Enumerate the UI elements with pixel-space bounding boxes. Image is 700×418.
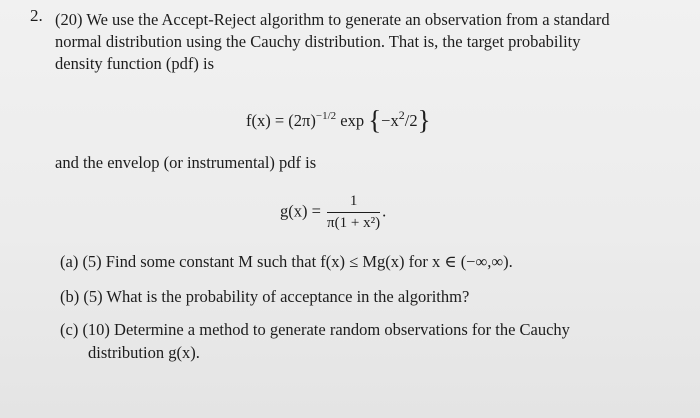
intro-line-1: (20) We use the Accept-Reject algorithm to generate an observation from a standard	[55, 10, 610, 29]
part-c-line-2: distribution g(x).	[88, 343, 200, 362]
intro-line-3: density function (pdf) is	[55, 54, 215, 73]
envelope-pdf-formula	[280, 193, 386, 232]
g-lhs: g(x) =	[280, 201, 321, 221]
target-pdf-formula	[246, 105, 431, 136]
f-inner-tail: /2	[404, 111, 418, 130]
g-fraction	[327, 193, 380, 232]
f-inner: −x	[381, 111, 399, 130]
f-lhs: f(x) = (2π)	[246, 111, 316, 130]
f-inner-sup: 2	[398, 108, 405, 122]
g-denominator: π(1 + x²)	[327, 215, 381, 231]
part-b: (b) (5) What is the probability of acceptance in the algorithm?	[60, 287, 470, 306]
g-numerator: 1	[327, 193, 380, 213]
question-intro	[55, 9, 675, 75]
f-close-brace: }	[417, 105, 431, 135]
part-a: (a) (5) Find some constant M such that f(x) ≤ Mg(x) for x ∈ (−∞,∞).	[60, 252, 513, 271]
f-exp-word: exp	[340, 111, 365, 130]
question-number: 2.	[30, 6, 43, 25]
part-c-line-1: (c) (10) Determine a method to generate random observations for the Cauchy	[60, 320, 570, 339]
intro-line-2: normal distribution using the Cauchy distribution. That is, the target probability	[55, 32, 581, 51]
part-c	[60, 318, 670, 364]
f-exponent: −1/2	[315, 110, 337, 122]
f-open-brace: {	[368, 105, 382, 135]
envelope-text: and the envelop (or instrumental) pdf is	[55, 153, 317, 172]
g-tail: .	[382, 201, 387, 221]
